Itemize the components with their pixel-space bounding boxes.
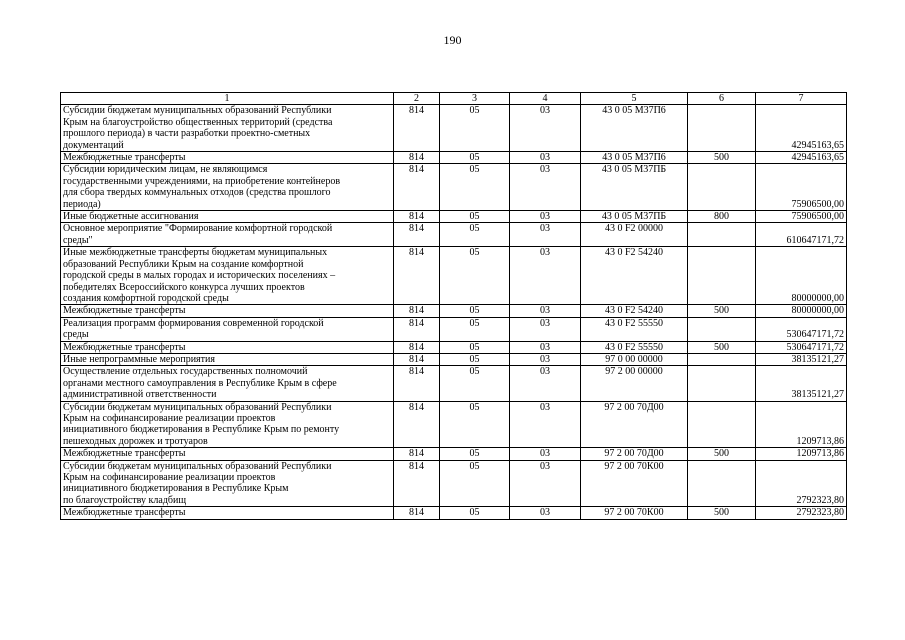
- target-article-code: 43 0 F2 54240: [581, 305, 688, 317]
- table-row: [61, 366, 847, 401]
- subsection-code: 03: [510, 507, 581, 519]
- column-header: 2: [394, 93, 440, 105]
- expense-type-code: [688, 247, 756, 305]
- section-code: 05: [440, 164, 510, 211]
- expense-type-code: [688, 164, 756, 211]
- amount: 42945163,65: [756, 152, 847, 164]
- amount: 80000000,00: [756, 247, 847, 305]
- subsection-code: 03: [510, 366, 581, 401]
- target-article-code: 97 0 00 00000: [581, 353, 688, 365]
- subsection-code: 03: [510, 317, 581, 341]
- expense-type-code: [688, 353, 756, 365]
- row-name-line: Иные бюджетные ассигнования: [63, 211, 199, 223]
- section-code: 05: [440, 247, 510, 305]
- target-article-code: 43 0 F2 00000: [581, 223, 688, 247]
- amount: 2792323,80: [756, 507, 847, 519]
- section-code: 05: [440, 341, 510, 353]
- table-row: [61, 460, 847, 507]
- row-name-line: среды: [63, 329, 89, 341]
- section-code: 05: [440, 211, 510, 223]
- row-name-line: пешеходных дорожек и тротуаров: [63, 435, 208, 447]
- row-name: [61, 317, 394, 341]
- amount: 38135121,27: [756, 353, 847, 365]
- table-row: [61, 305, 847, 317]
- expense-type-code: [688, 105, 756, 152]
- row-name-line: Межбюджетные трансферты: [63, 305, 186, 317]
- section-code: 05: [440, 460, 510, 507]
- section-code: 05: [440, 401, 510, 448]
- section-code: 05: [440, 152, 510, 164]
- expense-type-code: [688, 460, 756, 507]
- column-header: 5: [581, 93, 688, 105]
- row-name-line: инициативного бюджетирования в Республике Крым: [63, 483, 289, 495]
- row-name: [61, 211, 394, 223]
- expense-type-code: 500: [688, 341, 756, 353]
- row-name-line: прошлого периода) в части разработки проектно-сметных: [63, 128, 311, 140]
- row-name: [61, 353, 394, 365]
- table-row: [61, 448, 847, 460]
- row-name-line: Иные межбюджетные трансферты бюджетам муниципальных: [63, 247, 328, 259]
- row-name-line: городской среды в малых городах и исторических поселениях –: [63, 270, 336, 282]
- expense-type-code: 500: [688, 448, 756, 460]
- target-article-code: 97 2 00 70Д00: [581, 401, 688, 448]
- row-name-line: Межбюджетные трансферты: [63, 152, 186, 164]
- section-code: 05: [440, 353, 510, 365]
- row-name-line: Субсидии бюджетам муниципальных образований Республики: [63, 105, 332, 117]
- row-name-line: документаций: [63, 139, 124, 151]
- row-name-line: для сбора твердых коммунальных отходов (средства прошлого: [63, 187, 331, 199]
- expense-type-code: 500: [688, 152, 756, 164]
- amount: 2792323,80: [756, 460, 847, 507]
- table-row: [61, 353, 847, 365]
- row-name-line: Реализация программ формирования современной городской: [63, 317, 324, 329]
- column-header: 7: [756, 93, 847, 105]
- row-name: [61, 507, 394, 519]
- ministry-code: 814: [394, 152, 440, 164]
- subsection-code: 03: [510, 164, 581, 211]
- row-name-line: государственными учреждениями, на приобретение контейнеров: [63, 175, 341, 187]
- section-code: 05: [440, 317, 510, 341]
- expense-type-code: 500: [688, 507, 756, 519]
- budget-table: [60, 92, 847, 520]
- row-name: [61, 305, 394, 317]
- target-article-code: 43 0 05 М37ПБ: [581, 211, 688, 223]
- amount: 1209713,86: [756, 448, 847, 460]
- target-article-code: 43 0 05 М37П6: [581, 152, 688, 164]
- row-name-line: создания комфортной городской среды: [63, 292, 229, 304]
- row-name-line: Субсидии юридическим лицам, не являющимся: [63, 164, 268, 176]
- table-row: [61, 211, 847, 223]
- subsection-code: 03: [510, 341, 581, 353]
- row-name: [61, 341, 394, 353]
- row-name-line: инициативного бюджетирования в Республике Крым по ремонту: [63, 424, 340, 436]
- row-name: [61, 366, 394, 401]
- row-name: [61, 460, 394, 507]
- row-name: [61, 448, 394, 460]
- row-name-line: Основное мероприятие "Формирование комфортной городской: [63, 223, 333, 235]
- row-name-line: органами местного самоуправления в Республике Крым в сфере: [63, 377, 337, 389]
- row-name: [61, 105, 394, 152]
- subsection-code: 03: [510, 448, 581, 460]
- table-row: [61, 401, 847, 448]
- subsection-code: 03: [510, 105, 581, 152]
- amount: 1209713,86: [756, 401, 847, 448]
- column-header: 4: [510, 93, 581, 105]
- row-name-line: по благоустройству кладбищ: [63, 494, 187, 506]
- row-name-line: Осуществление отдельных государственных полномочий: [63, 366, 308, 378]
- subsection-code: 03: [510, 152, 581, 164]
- amount: 530647171,72: [756, 341, 847, 353]
- ministry-code: 814: [394, 353, 440, 365]
- row-name-line: среды": [63, 234, 93, 246]
- target-article-code: 43 0 F2 55550: [581, 317, 688, 341]
- ministry-code: 814: [394, 247, 440, 305]
- target-article-code: 43 0 F2 54240: [581, 247, 688, 305]
- table-row: [61, 507, 847, 519]
- row-name-line: Крым на благоустройство общественных территорий (средства: [63, 116, 333, 128]
- section-code: 05: [440, 507, 510, 519]
- target-article-code: 97 2 00 70К00: [581, 507, 688, 519]
- ministry-code: 814: [394, 317, 440, 341]
- amount: 610647171,72: [756, 223, 847, 247]
- section-code: 05: [440, 105, 510, 152]
- row-name: [61, 223, 394, 247]
- target-article-code: 43 0 05 М37П6: [581, 105, 688, 152]
- subsection-code: 03: [510, 401, 581, 448]
- expense-type-code: [688, 223, 756, 247]
- subsection-code: 03: [510, 305, 581, 317]
- row-name: [61, 401, 394, 448]
- table-row: [61, 317, 847, 341]
- ministry-code: 814: [394, 164, 440, 211]
- amount: 75906500,00: [756, 211, 847, 223]
- row-name-line: Крым на софинансирование реализации проектов: [63, 412, 276, 424]
- row-name-line: Субсидии бюджетам муниципальных образований Республики: [63, 401, 332, 413]
- target-article-code: 97 2 00 00000: [581, 366, 688, 401]
- row-name-line: Межбюджетные трансферты: [63, 341, 186, 353]
- page-number: 190: [443, 33, 462, 47]
- row-name-line: Иные непрограммные мероприятия: [63, 353, 215, 365]
- ministry-code: 814: [394, 507, 440, 519]
- ministry-code: 814: [394, 341, 440, 353]
- expense-type-code: 500: [688, 305, 756, 317]
- table-row: [61, 247, 847, 305]
- ministry-code: 814: [394, 366, 440, 401]
- column-header: 6: [688, 93, 756, 105]
- target-article-code: 97 2 00 70К00: [581, 460, 688, 507]
- target-article-code: 43 0 05 М37ПБ: [581, 164, 688, 211]
- amount: 530647171,72: [756, 317, 847, 341]
- expense-type-code: 800: [688, 211, 756, 223]
- row-name-line: победителях Всероссийского конкурса лучших проектов: [63, 281, 305, 293]
- row-name-line: Межбюджетные трансферты: [63, 448, 186, 460]
- row-name-line: административной ответственности: [63, 389, 217, 401]
- row-name-line: Субсидии бюджетам муниципальных образований Республики: [63, 460, 332, 472]
- amount: 38135121,27: [756, 366, 847, 401]
- ministry-code: 814: [394, 460, 440, 507]
- section-code: 05: [440, 305, 510, 317]
- target-article-code: 97 2 00 70Д00: [581, 448, 688, 460]
- table-row: [61, 105, 847, 152]
- expense-type-code: [688, 401, 756, 448]
- amount: 42945163,65: [756, 105, 847, 152]
- subsection-code: 03: [510, 211, 581, 223]
- row-name-line: Крым на софинансирование реализации проектов: [63, 472, 276, 483]
- ministry-code: 814: [394, 448, 440, 460]
- amount: 75906500,00: [756, 164, 847, 211]
- column-header: 1: [61, 93, 394, 105]
- table-row: [61, 341, 847, 353]
- amount: 80000000,00: [756, 305, 847, 317]
- table-row: [61, 223, 847, 247]
- table-row: [61, 164, 847, 211]
- expense-type-code: [688, 317, 756, 341]
- row-name: [61, 152, 394, 164]
- subsection-code: 03: [510, 223, 581, 247]
- section-code: 05: [440, 223, 510, 247]
- section-code: 05: [440, 366, 510, 401]
- row-name: [61, 247, 394, 305]
- subsection-code: 03: [510, 353, 581, 365]
- subsection-code: 03: [510, 247, 581, 305]
- ministry-code: 814: [394, 305, 440, 317]
- column-header: 3: [440, 93, 510, 105]
- header-row: [61, 93, 847, 105]
- ministry-code: 814: [394, 211, 440, 223]
- table-row: [61, 152, 847, 164]
- row-name: [61, 164, 394, 211]
- row-name-line: периода): [63, 198, 101, 210]
- row-name-line: образований Республики Крым на создание комфортной: [63, 258, 304, 270]
- section-code: 05: [440, 448, 510, 460]
- row-name-line: Межбюджетные трансферты: [63, 507, 186, 519]
- ministry-code: 814: [394, 223, 440, 247]
- ministry-code: 814: [394, 401, 440, 448]
- target-article-code: 43 0 F2 55550: [581, 341, 688, 353]
- ministry-code: 814: [394, 105, 440, 152]
- subsection-code: 03: [510, 460, 581, 507]
- expense-type-code: [688, 366, 756, 401]
